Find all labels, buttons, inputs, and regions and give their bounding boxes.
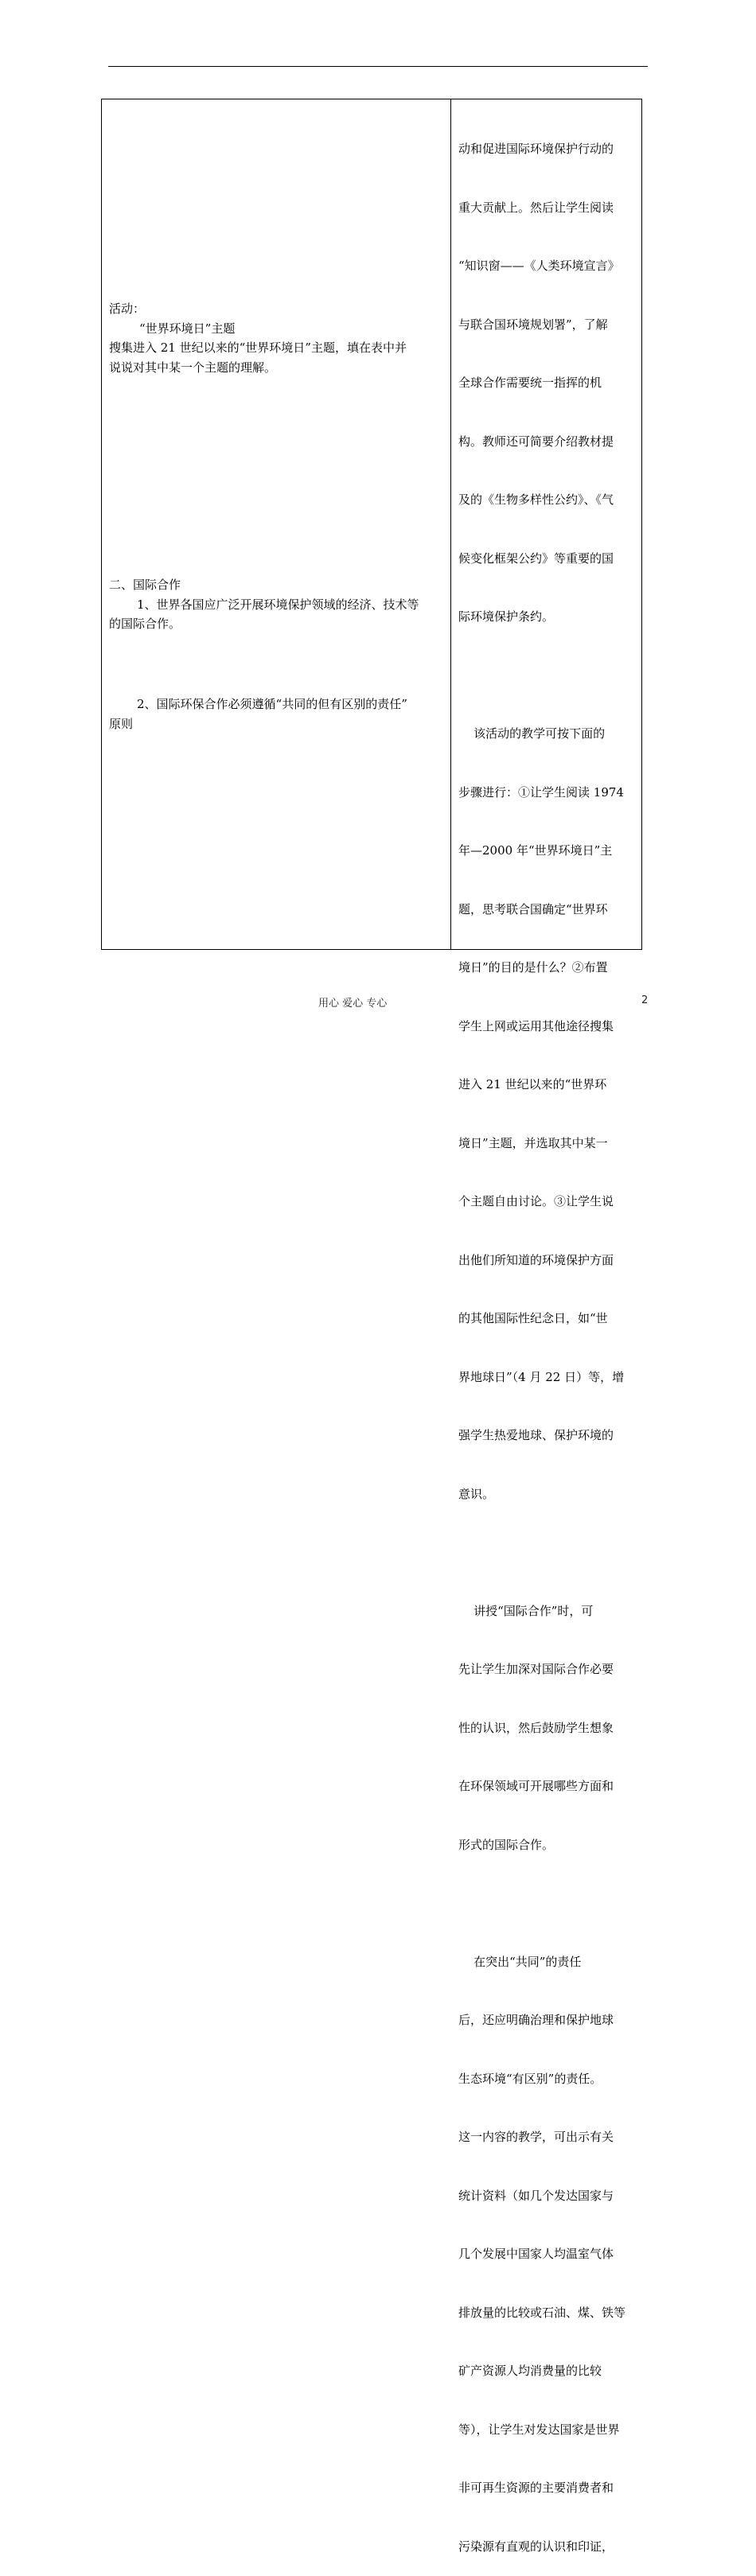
note-line: 强学生热爱地球、保护环境的 bbox=[458, 1428, 614, 1442]
note-line bbox=[458, 1893, 638, 1913]
note-line: 出他们所知道的环境保护方面 bbox=[458, 1252, 614, 1267]
activity-instruction-line2: 说说对其中某一个主题的理解。 bbox=[109, 360, 277, 375]
note-line: “知识窗——《人类环境宣言》 bbox=[458, 259, 620, 273]
activity-label: 活动： bbox=[109, 302, 146, 316]
note-line: 题，思考联合国确定“世界环 bbox=[458, 901, 608, 916]
note-line: 及的《生物多样性公约》、《气 bbox=[458, 492, 614, 507]
note-line: 全球合作需要统一指挥的机 bbox=[458, 376, 602, 390]
point1-line1: 1、世界各国应广泛开展环境保护领域的经济、技术等 bbox=[137, 597, 419, 612]
footer-motto: 用心 爱心 专心 bbox=[318, 998, 388, 1010]
note-line: 重大贡献上。然后让学生阅读 bbox=[458, 200, 614, 215]
note-line: 这一内容的教学，可出示有关 bbox=[458, 2130, 614, 2144]
note-line: 排放量的比较或石油、煤、铁等 bbox=[458, 2305, 626, 2320]
note-line: 步骤进行：①让学生阅读 1974 bbox=[458, 784, 624, 800]
note-line: 界地球日”（4 月 22 日）等，增 bbox=[458, 1369, 625, 1384]
note-line: 形式的国际合作。 bbox=[458, 1837, 555, 1852]
note-line: 矿产资源人均消费量的比较 bbox=[458, 2364, 602, 2378]
note-line: 候变化框架公约》等重要的国 bbox=[458, 551, 614, 566]
note-line: 年—2000 年“世界环境日”主 bbox=[458, 843, 613, 858]
note-line: 污染源有直观的认识和印证， bbox=[458, 2539, 614, 2554]
note-line: 际环境保护条约。 bbox=[458, 609, 555, 624]
note-line: 与联合国环境规划署”，了解 bbox=[458, 317, 608, 332]
note-line: 几个发展中国家人均温室气体 bbox=[458, 2247, 614, 2261]
note-line: 先让学生加深对国际合作必要 bbox=[458, 1662, 614, 1676]
note-line: 境日”主题，并选取其中某一 bbox=[458, 1135, 608, 1150]
note-line: 构。教师还可简要介绍教材提 bbox=[458, 434, 614, 449]
note-line: 学生上网或运用其他途径搜集 bbox=[458, 1018, 614, 1033]
note-line: 境日”的目的是什么？②布置 bbox=[458, 960, 608, 975]
column-divider bbox=[450, 99, 451, 950]
note-line: 意识。 bbox=[458, 1486, 495, 1501]
note-line: 该活动的教学可按下面的 bbox=[458, 726, 606, 741]
activity-title: “世界环境日”主题 bbox=[139, 321, 236, 336]
page-number: 2 bbox=[641, 994, 649, 1006]
note-line: 后，还应明确治理和保护地球 bbox=[458, 2013, 614, 2027]
note-line: 动和促进国际环境保护行动的 bbox=[458, 142, 614, 156]
point2-line1: 2、国际环保合作必须遵循“共同的但有区别的责任” bbox=[137, 697, 407, 711]
note-line bbox=[458, 666, 638, 686]
note-line bbox=[458, 1543, 638, 1562]
point1-line2: 的国际合作。 bbox=[109, 617, 181, 631]
note-line: 非可再生资源的主要消费者和 bbox=[458, 2481, 614, 2495]
note-line: 进入 21 世纪以来的“世界环 bbox=[458, 1077, 607, 1091]
note-line: 在环保领域可开展哪些方面和 bbox=[458, 1779, 614, 1793]
point2-line2: 原则 bbox=[109, 717, 134, 731]
note-line: 讲授“国际合作”时，可 bbox=[458, 1603, 594, 1618]
note-line: 性的认识，然后鼓励学生想象 bbox=[458, 1720, 614, 1735]
teaching-notes-column bbox=[458, 100, 638, 2576]
header-rule bbox=[108, 66, 648, 67]
note-line: 等），让学生对发达国家是世界 bbox=[458, 2422, 620, 2437]
note-line: 个主题自由讨论。③让学生说 bbox=[458, 1194, 614, 1208]
activity-instruction-line1: 搜集进入 21 世纪以来的“世界环境日”主题，填在表中并 bbox=[109, 340, 407, 355]
note-line: 统计资料（如几个发达国家与 bbox=[458, 2188, 614, 2203]
note-line: 在突出“共同”的责任 bbox=[458, 1954, 582, 1969]
section-title: 二、国际合作 bbox=[109, 578, 181, 592]
note-line: 的其他国际性纪念日，如“世 bbox=[458, 1311, 608, 1325]
note-line: 生态环境“有区别”的责任。 bbox=[458, 2071, 602, 2086]
